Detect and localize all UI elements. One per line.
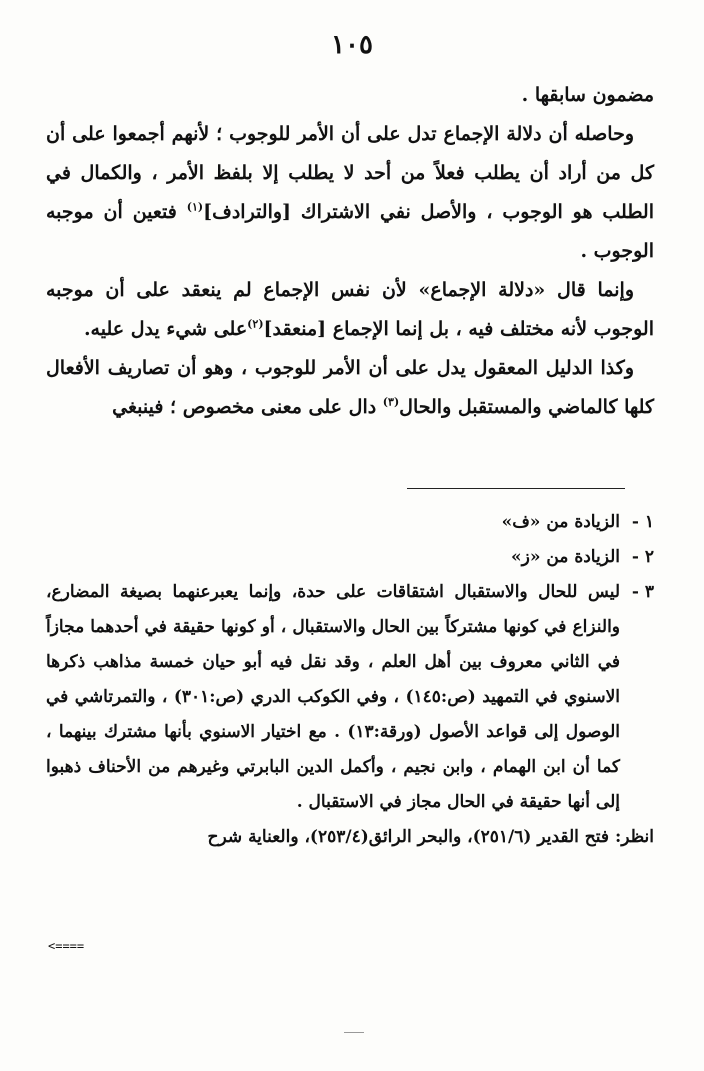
paragraph-4-text-a: وكذا الدليل المعقول يدل على أن الأمر للوجوب ، وهو أن تصاريف الأفعال كلها كالماضي والمستقبل والحال bbox=[46, 357, 654, 418]
page-number: ١٠٥ bbox=[331, 30, 373, 60]
footnote-divider bbox=[407, 488, 625, 489]
paragraph-2-text-a: وحاصله أن دلالة الإجماع تدل على أن الأمر للوجوب ؛ لأنهم أجمعوا على أن كل من أراد أن يطلب فعلاً من أحد لا يطلب إلا بلفظ الأمر ، والكمال في الطلب هو الوجوب ، والأصل نفي الاشتراك [والترادف] bbox=[46, 123, 654, 223]
footnote-text: الزيادة من «ف» bbox=[501, 512, 620, 532]
paragraph-4 bbox=[46, 349, 654, 427]
footnote-ref-2: (٢) bbox=[247, 317, 264, 331]
paragraph-2 bbox=[46, 115, 654, 271]
footnote-ref-3: (٣) bbox=[382, 395, 400, 409]
main-text bbox=[46, 76, 654, 427]
continuation-mark: <==== bbox=[48, 939, 85, 953]
reference-line: انظر: فتح القدير (٢٥١/٦)، والبحر الرائق(٢٥٣/٤)، والعناية شرح bbox=[207, 827, 654, 847]
paragraph-1: مضمون سابقها . bbox=[521, 84, 654, 106]
footnote-text: ليس للحال والاستقبال اشتقاقات على حدة، وإنما يعبرعنهما بصيغة المضارع، والنزاع في كونها مشتركاً بين الحال والاستقبال ، أو كونها حقيقة في أحدهما مجازاً في الثاني معروف بين أهل العلم ، وقد نقل فيه أبو حيان خمسة مذاهب ذكرها الاسنوي في التمهيد (ص:١٤٥) ، وفي الكوكب الدري (ص:٣٠١) ، والتمرتاشي في الوصول إلى قواعد الأصول (ورقة:١٣) . مع اختيار الاسنوي بأنها مشترك بينهما ، كما أن ابن الهمام ، وابن نجيم ، وأكمل الدين البابرتي وغيرهم من الأحناف ذهبوا إلى أنها حقيقة في الحال مجاز في الاستقبال . bbox=[46, 582, 620, 812]
paragraph-3 bbox=[46, 271, 654, 349]
footnotes bbox=[46, 505, 654, 855]
paragraph-3-text-a: وإنما قال «دلالة الإجماع» لأن نفس الإجماع لم ينعقد على أن موجبه الوجوب لأنه مختلف فيه ، بل إنما الإجماع [منعقد] bbox=[46, 279, 654, 340]
footnote-1 bbox=[46, 505, 654, 540]
footnote-text: الزيادة من «ز» bbox=[510, 547, 620, 567]
paragraph-4-text-b: دال على معنى مخصوص ؛ فينبغي bbox=[112, 396, 383, 418]
footnote-number: ١ - bbox=[631, 512, 654, 532]
paragraph-3-text-b: على شيء يدل عليه. bbox=[83, 318, 248, 340]
paragraph-2-text-b: فتعين أن موجبه الوجوب . bbox=[46, 201, 654, 262]
footnote-number: ٣ - bbox=[631, 582, 654, 602]
footnote-ref-1: (١) bbox=[186, 200, 204, 214]
bottom-mark bbox=[344, 1032, 364, 1033]
footnote-2 bbox=[46, 540, 654, 575]
footnote-number: ٢ - bbox=[631, 547, 654, 567]
footnote-3 bbox=[46, 575, 654, 820]
